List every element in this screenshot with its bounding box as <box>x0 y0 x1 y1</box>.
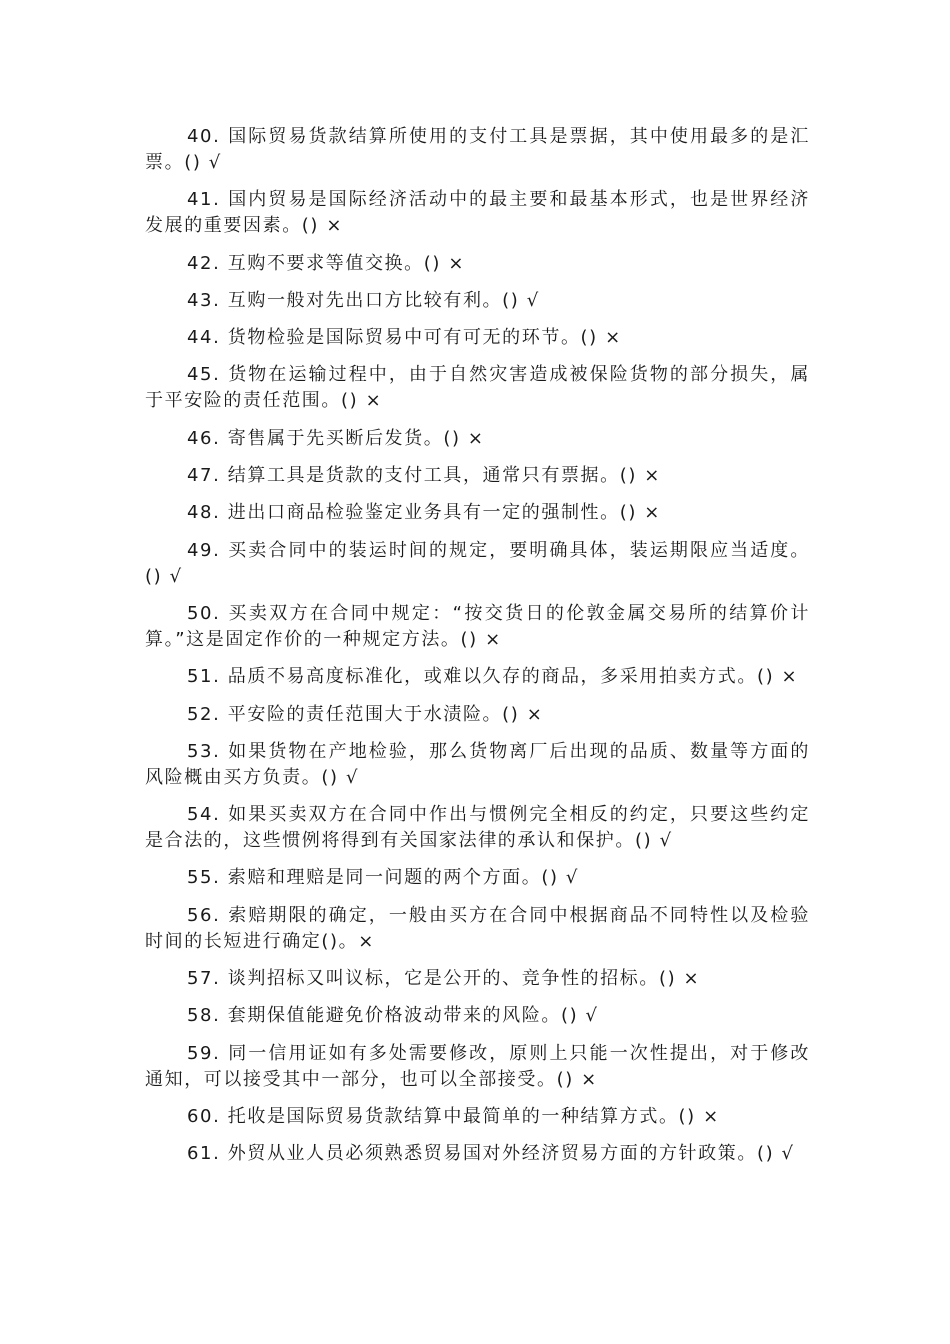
question-item: 61. 外贸从业人员必须熟悉贸易国对外经济贸易方面的方针政策。() √ <box>187 1143 795 1165</box>
question-item: 54. 如果买卖双方在合同中作出与惯例完全相反的约定，只要这些约定是合法的，这些惯例将得到有关国家法律的承认和保护。() √ <box>145 804 810 852</box>
question-item: 52. 平安险的责任范围大于水渍险。() × <box>187 703 544 725</box>
question-item: 59. 同一信用证如有多处需要修改，原则上只能一次性提出，对于修改通知，可以接受其中一部分，也可以全部接受。() × <box>145 1042 810 1090</box>
question-item: 49. 买卖合同中的装运时间的规定，要明确具体，装运期限应当适度。() √ <box>145 539 810 587</box>
question-item: 48. 进出口商品检验鉴定业务具有一定的强制性。() × <box>187 502 661 524</box>
question-item: 60. 托收是国际贸易货款结算中最简单的一种结算方式。() × <box>187 1105 720 1127</box>
question-list <box>145 124 810 1179</box>
question-item: 40. 国际贸易货款结算所使用的支付工具是票据，其中使用最多的是汇票。() √ <box>145 126 810 173</box>
question-item: 43. 互购一般对先出口方比较有利。() √ <box>187 289 540 311</box>
question-item: 53. 如果货物在产地检验，那么货物离厂后出现的品质、数量等方面的风险概由买方负责。() √ <box>145 740 810 788</box>
question-item: 46. 寄售属于先买断后发货。() × <box>187 427 485 449</box>
question-item: 41. 国内贸易是国际经济活动中的最主要和最基本形式，也是世界经济发展的重要因素。() × <box>145 189 810 237</box>
question-item: 45. 货物在运输过程中，由于自然灾害造成被保险货物的部分损失，属于平安险的责任范围。() × <box>145 364 810 412</box>
question-item: 50. 买卖双方在合同中规定：“按交货日的伦敦金属交易所的结算价计算。”这是固定作价的一种规定方法。() × <box>145 602 810 650</box>
question-item: 58. 套期保值能避免价格波动带来的风险。() √ <box>187 1005 599 1027</box>
question-item: 42. 互购不要求等值交换。() × <box>187 252 465 274</box>
question-item: 51. 品质不易高度标准化，或难以久存的商品，多采用拍卖方式。() × <box>187 666 799 688</box>
question-item: 55. 索赔和理赔是同一问题的两个方面。() √ <box>187 867 579 889</box>
question-item: 56. 索赔期限的确定，一般由买方在合同中根据商品不同特性以及检验时间的长短进行确定()。× <box>145 904 810 952</box>
question-item: 44. 货物检验是国际贸易中可有可无的环节。() × <box>187 327 622 349</box>
question-item: 47. 结算工具是货款的支付工具，通常只有票据。() × <box>187 465 661 487</box>
question-item: 57. 谈判招标又叫议标，它是公开的、竞争性的招标。() × <box>187 968 701 990</box>
